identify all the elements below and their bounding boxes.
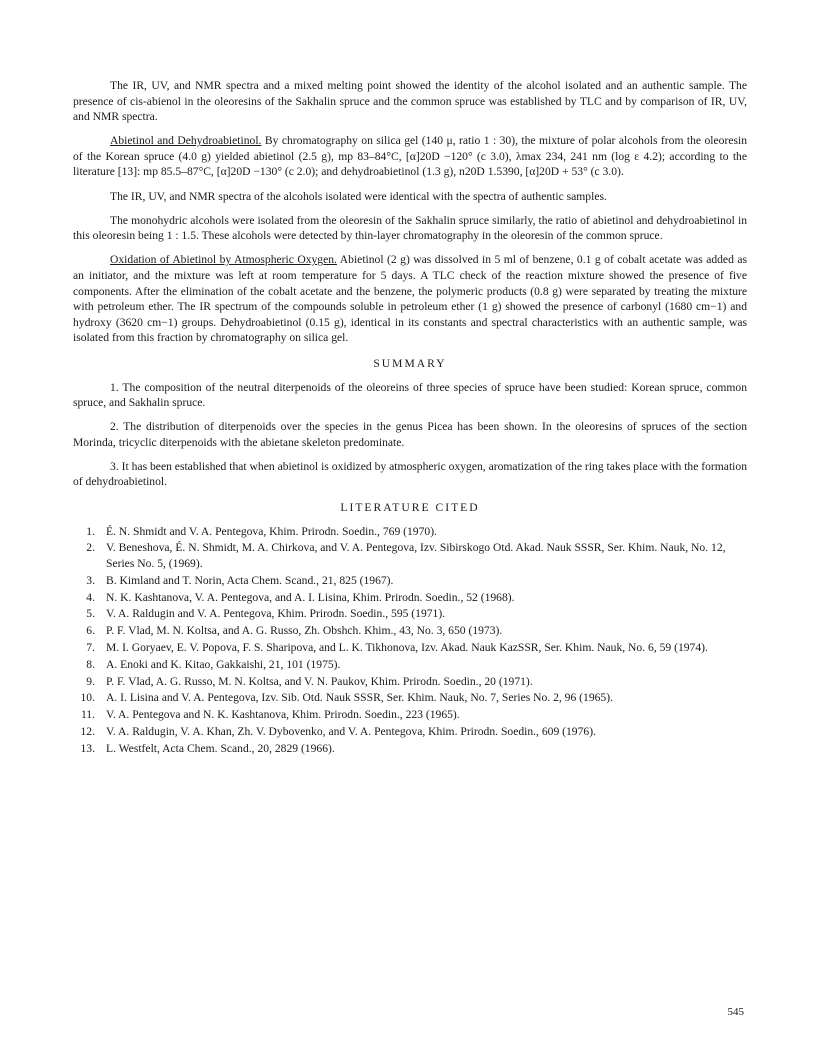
reference-number: 3. — [86, 573, 95, 587]
paragraph-spectra — [73, 189, 747, 205]
reference-text: É. N. Shmidt and V. A. Pentegova, Khim. Prirodn. Soedin., 769 (1970). — [106, 524, 437, 538]
reference-number: 7. — [86, 640, 95, 654]
reference-text: P. F. Vlad, M. N. Koltsa, and A. G. Russo, Zh. Obshch. Khim., 43, No. 3, 650 (1973). — [106, 624, 503, 638]
reference-number: 9. — [86, 674, 95, 688]
reference-number: 6. — [86, 624, 95, 638]
reference-item — [73, 623, 747, 639]
reference-text: N. K. Kashtanova, V. A. Pentegova, and A. I. Lisina, Khim. Prirodn. Soedin., 52 (1968). — [106, 590, 515, 604]
summary-list — [73, 380, 747, 491]
paragraph-text: The monohydric alcohols were isolated from the oleoresin of the Sakhalin spruce similarly, the ratio of abietinol and dehydroabietinol in this oleoresin being 1 : 1.5. These alcohols were detected by thin-layer chromatography in the oleoresin of the common spruce. — [73, 213, 747, 243]
paragraph-text: By chromatography on silica gel (140 μ, ratio 1 : 30), the mixture of polar alcohols from the oleoresin of the Korean spruce (4.0 g) yielded abietinol (2.5 g), mp 83–84°C, [α]20D −120° (c 3.0), λmax 234, 241 nm (log ε 4.2); according to the literature [13]: mp 85.5–87°C, [α]20D −130° (c 2.0); and dehydroabietinol (1.3 g), n20D 1.5390, [α]20D + 53° (c 3.0). — [73, 134, 747, 179]
references-title: LITERATURE CITED — [340, 501, 480, 515]
reference-item — [73, 724, 747, 740]
reference-number: 2. — [86, 541, 95, 555]
paragraph-oxidation — [73, 252, 747, 346]
reference-item — [73, 640, 747, 656]
reference-item — [73, 674, 747, 690]
references-list — [73, 524, 747, 757]
paragraph-monohydric — [73, 213, 747, 244]
reference-number: 8. — [86, 657, 95, 671]
summary-item: 2. The distribution of diterpenoids over the species in the genus Picea has been shown. In the oleoresins of spruces of the section Morinda, tricyclic diterpenoids with the abietane skeleton predominate. — [73, 420, 747, 449]
reference-text: V. A. Pentegova and N. K. Kashtanova, Khim. Prirodn. Soedin., 223 (1965). — [106, 708, 460, 722]
reference-item — [73, 707, 747, 723]
reference-item — [73, 540, 747, 571]
summary-title: SUMMARY — [373, 356, 447, 370]
reference-item — [73, 524, 747, 540]
summary-item: 1. The composition of the neutral diterpenoids of the oleoreins of three species of spruce have been studied: Korean spruce, common spruce, and Sakhalin spruce. — [73, 380, 747, 410]
reference-number: 4. — [86, 590, 95, 604]
paragraph-text: The IR, UV, and NMR spectra and a mixed melting point showed the identity of the alcohol isolated and an authentic sample. The presence of cis-abienol in the oleoresins of the Sakhalin spruce and the common spruce was established by TLC and by comparison of IR, UV, and NMR spectra. — [73, 79, 747, 124]
reference-number: 12. — [80, 724, 95, 738]
reference-text: V. Beneshova, É. N. Shmidt, M. A. Chirkova, and V. A. Pentegova, Izv. Sibirskogo Otd. Akad. Nauk SSSR, Ser. Khim. Nauk, No. 12, Series No. 5, (1969). — [106, 541, 726, 571]
reference-number: 1. — [86, 524, 95, 538]
reference-item — [73, 606, 747, 622]
reference-number: 11. — [80, 708, 95, 722]
page-number: 545 — [727, 1006, 744, 1018]
paragraph-identity — [73, 78, 747, 125]
reference-item — [73, 657, 747, 673]
reference-number: 13. — [80, 741, 95, 755]
reference-item — [73, 741, 747, 757]
reference-text: V. A. Raldugin, V. A. Khan, Zh. V. Dybovenko, and V. A. Pentegova, Khim. Prirodn. Soedin., 609 (1976). — [106, 724, 596, 738]
summary-item: 3. It has been established that when abietinol is oxidized by atmospheric oxygen, aromatization of the ring takes place with the formation of dehydroabietinol. — [73, 459, 747, 489]
paragraph-text: The IR, UV, and NMR spectra of the alcohols isolated were identical with the spectra of authentic samples. — [110, 189, 607, 203]
reference-number: 10. — [80, 691, 95, 705]
reference-text: M. I. Goryaev, E. V. Popova, F. S. Sharipova, and L. K. Tikhonova, Izv. Akad. Nauk KazSSR, Ser. Khim. Nauk, No. 6, 59 (1974). — [106, 640, 708, 654]
reference-item — [73, 573, 747, 589]
section-heading: Oxidation of Abietinol by Atmospheric Oxygen. — [110, 253, 337, 267]
reference-text: V. A. Raldugin and V. A. Pentegova, Khim. Prirodn. Soedin., 595 (1971). — [106, 607, 446, 621]
paragraph-abietinol — [73, 133, 747, 180]
reference-item — [73, 590, 747, 606]
reference-text: A. I. Lisina and V. A. Pentegova, Izv. Sib. Otd. Nauk SSSR, Ser. Khim. Nauk, No. 7, Series No. 2, 96 (1965). — [106, 691, 613, 705]
section-heading: Abietinol and Dehydroabietinol. — [110, 134, 262, 148]
reference-text: L. Westfelt, Acta Chem. Scand., 20, 2829 (1966). — [106, 741, 335, 755]
reference-number: 5. — [86, 607, 95, 621]
reference-text: B. Kimland and T. Norin, Acta Chem. Scand., 21, 825 (1967). — [106, 573, 394, 587]
reference-text: A. Enoki and K. Kitao, Gakkaishi, 21, 101 (1975). — [106, 657, 341, 671]
reference-item — [73, 690, 747, 706]
reference-text: P. F. Vlad, A. G. Russo, M. N. Koltsa, and V. N. Paukov, Khim. Prirodn. Soedin., 20 (1971). — [106, 674, 533, 688]
body-text — [73, 78, 747, 757]
paragraph-text: Abietinol (2 g) was dissolved in 5 ml of benzene, 0.1 g of cobalt acetate was added as an initiator, and the mixture was left at room temperature for 5 days. A TLC check of the reaction mixture showed the presence of five components. After the elimination of the cobalt acetate and the benzene, the polymeric products (0.8 g) were separated by treating the mixture with petroleum ether. The IR spectrum of the compounds soluble in petroleum ether (1 g) showed the presence of carbonyl (1680 cm−1) and hydroxy (3620 cm−1) groups. Dehydroabietinol (0.15 g), identical in its constants and spectral characteristics with an authentic sample, was isolated from this fraction by chromatography on silica gel. — [73, 253, 747, 345]
